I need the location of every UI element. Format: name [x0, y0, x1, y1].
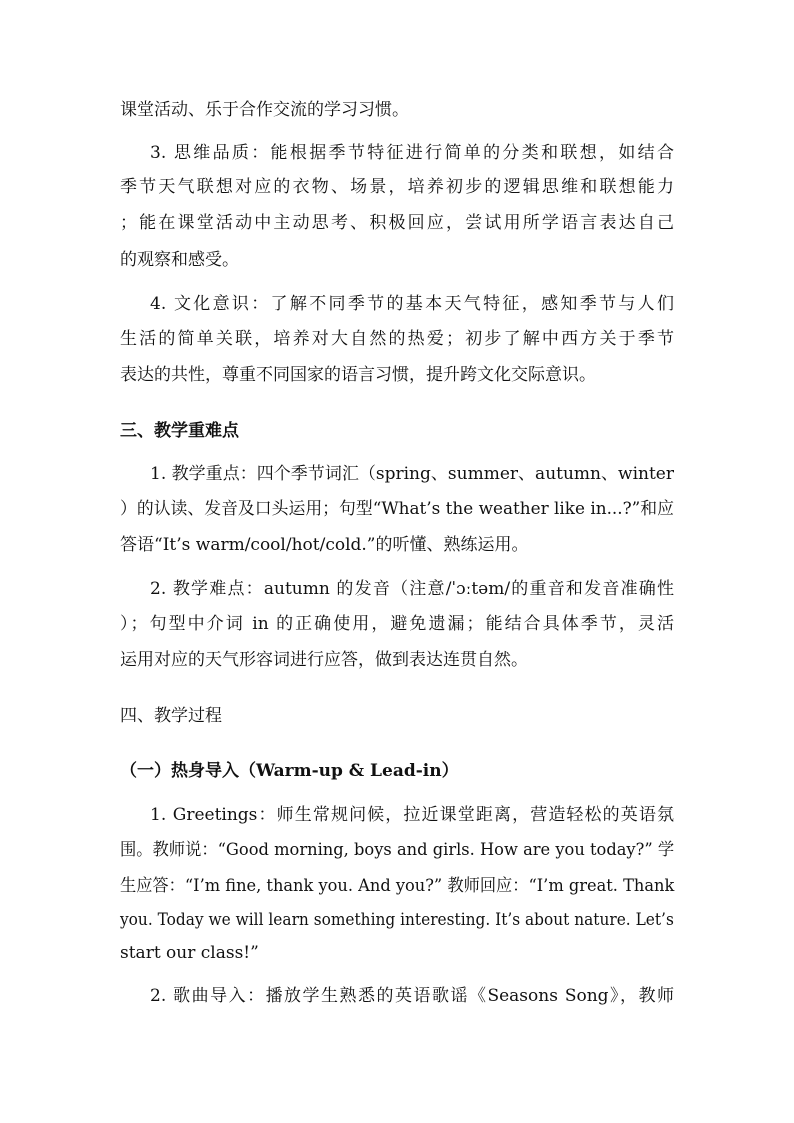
- paragraph-line: 围。教师说：“Good morning, boys and girls. How are you today?” 学: [120, 840, 675, 860]
- paragraph-line: ）；句型中介词 in 的正确使用，避免遗漏；能结合具体季节，灵活: [120, 614, 674, 634]
- paragraph-line: ；能在课堂活动中主动思考、积极回应，尝试用所学语言表达自己: [120, 213, 674, 233]
- paragraph-line: 的观察和感受。: [120, 250, 239, 270]
- paragraph-line: 答语“It’s warm/cool/hot/cold.”的听懂、熟练运用。: [120, 535, 529, 555]
- paragraph-line: 运用对应的天气形容词进行应答，做到表达连贯自然。: [120, 650, 528, 670]
- paragraph-line: 生应答：“I’m fine, thank you. And you?” 教师回应：“I’m great. Thank: [120, 876, 675, 896]
- paragraph-line: start our class!”: [120, 943, 259, 963]
- paragraph-line: 2. 歌曲导入：播放学生熟悉的英语歌谣《Seasons Song》，教师: [150, 986, 674, 1006]
- paragraph-line: 季节天气联想对应的衣物、场景，培养初步的逻辑思维和联想能力: [120, 177, 674, 197]
- paragraph-line: 生活的简单关联，培养对大自然的热爱；初步了解中西方关于季节: [120, 329, 674, 349]
- paragraph-line: you. Today we will learn something interesting. It’s about nature. Let’s: [120, 910, 674, 930]
- paragraph-line: 3. 思维品质：能根据季节特征进行简单的分类和联想，如结合: [150, 143, 674, 163]
- paragraph-line: ）的认读、发音及口头运用；句型“What’s the weather like in...?”和应: [120, 499, 674, 519]
- section-heading: 四、教学过程: [120, 706, 222, 726]
- paragraph-line: 1. Greetings：师生常规问候，拉近课堂距离，营造轻松的英语氛: [150, 805, 674, 825]
- subsection-heading: （一）热身导入（Warm-up & Lead-in）: [120, 761, 459, 781]
- paragraph-line: 课堂活动、乐于合作交流的学习习惯。: [120, 100, 409, 120]
- section-heading: 三、教学重难点: [120, 421, 239, 441]
- paragraph-line: 4. 文化意识：了解不同季节的基本天气特征，感知季节与人们: [150, 294, 674, 314]
- paragraph-line: 表达的共性，尊重不同国家的语言习惯，提升跨文化交际意识。: [120, 365, 596, 385]
- paragraph-line: 1. 教学重点：四个季节词汇（spring、summer、autumn、winter: [150, 464, 674, 484]
- paragraph-line: 2. 教学难点：autumn 的发音（注意/ˈɔːtəm/的重音和发音准确性: [150, 579, 674, 599]
